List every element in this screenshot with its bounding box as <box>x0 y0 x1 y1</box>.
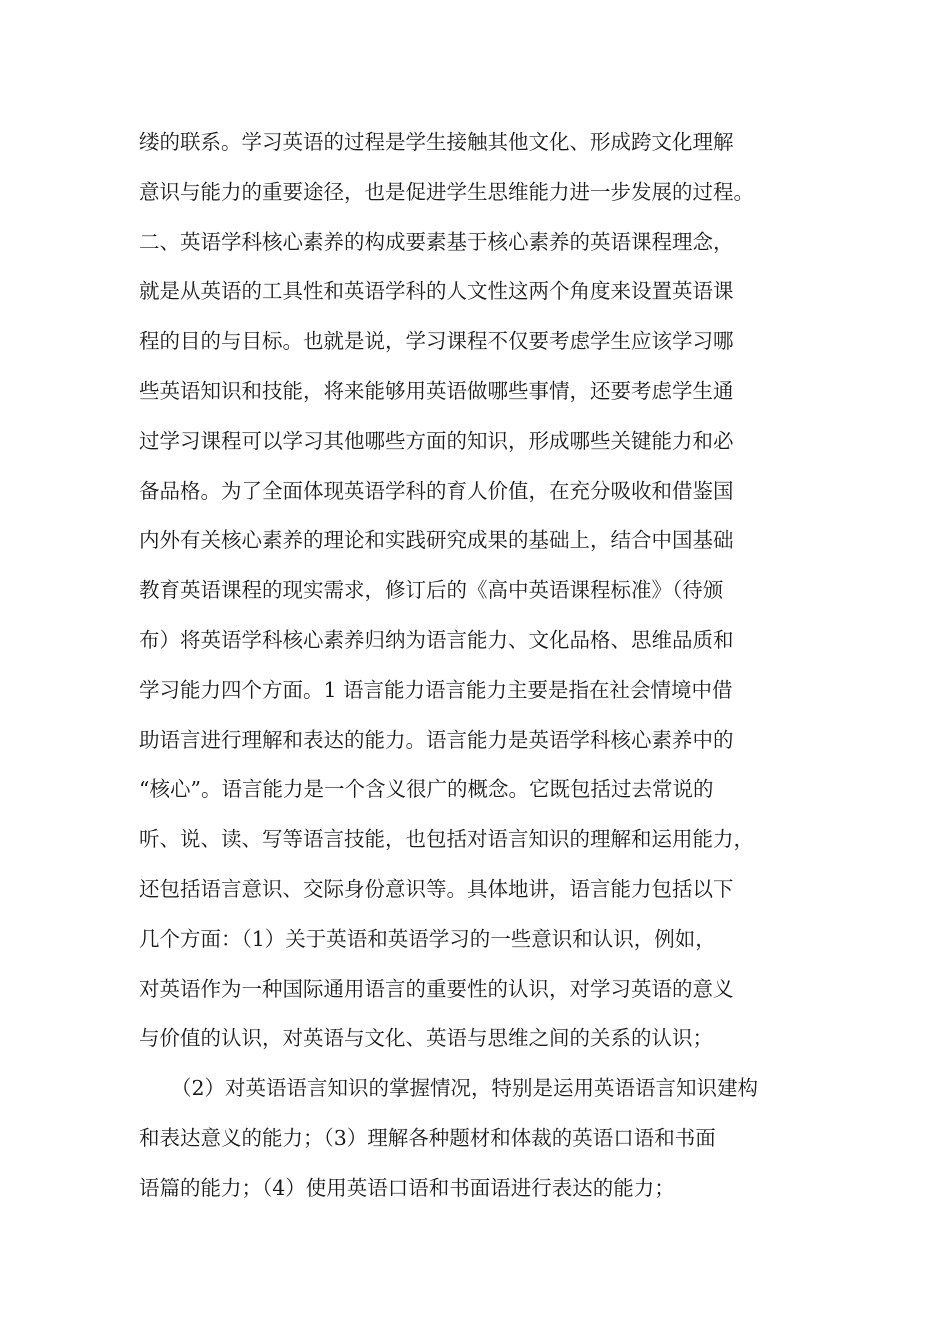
text-line: 些英语知识和技能，将来能够用英语做哪些事情，还要考虑学生通 <box>139 378 734 403</box>
text-line: 教育英语课程的现实需求，修订后的《高中英语课程标准》（待颁 <box>139 578 724 603</box>
text-line: 备品格。为了全面体现英语学科的育人价值，在充分吸收和借鉴国 <box>139 478 734 503</box>
text-line: 还包括语言意识、交际身份意识等。具体地讲，语言能力包括以下 <box>139 876 734 901</box>
text-line: 意识与能力的重要途径，也是促进学生思维能力进一步发展的过程。 <box>139 179 754 204</box>
text-line: 和表达意义的能力；（3）理解各种题材和体裁的英语口语和书面 <box>139 1125 716 1150</box>
text-line: 与价值的认识，对英语与文化、英语与思维之间的关系的认识； <box>139 1026 713 1051</box>
text-line: 就是从英语的工具性和英语学科的人文性这两个角度来设置英语课 <box>139 279 734 304</box>
text-line: 听、说、读、写等语言技能，也包括对语言知识的理解和运用能力， <box>139 827 754 852</box>
text-line: 过学习课程可以学习其他哪些方面的知识，形成哪些关键能力和必 <box>139 428 734 453</box>
text-line: 布）将英语学科核心素养归纳为语言能力、文化品格、思维品质和 <box>139 627 734 652</box>
text-line: 缕的联系。学习英语的过程是学生接触其他文化、形成跨文化理解 <box>139 130 734 154</box>
text-line: 助语言进行理解和表达的能力。语言能力是英语学科核心素养中的 <box>139 727 734 752</box>
text-line: 内外有关核心素养的理论和实践研究成果的基础上，结合中国基础 <box>139 528 734 553</box>
text-line: 对英语作为一种国际通用语言的重要性的认识，对学习英语的意义 <box>139 976 734 1001</box>
body-text <box>139 118 819 1214</box>
text-line: 几个方面：（1）关于英语和英语学习的一些意识和认识，例如， <box>139 926 716 951</box>
text-line: （2）对英语语言知识的掌握情况，特别是运用英语语言知识建构 <box>171 1076 759 1101</box>
text-line: “核心”。语言能力是一个含义很广的概念。它既包括过去常说的 <box>139 777 714 802</box>
text-line: 程的目的与目标。也就是说，学习课程不仅要考虑学生应该学习哪 <box>139 329 734 354</box>
text-line: 语篇的能力；（4）使用英语口语和书面语进行表达的能力； <box>139 1175 675 1200</box>
text-line: 学习能力四个方面。1 语言能力语言能力主要是指在社会情境中借 <box>139 677 733 702</box>
text-line: 二、英语学科核心素养的构成要素基于核心素养的英语课程理念， <box>139 229 734 254</box>
